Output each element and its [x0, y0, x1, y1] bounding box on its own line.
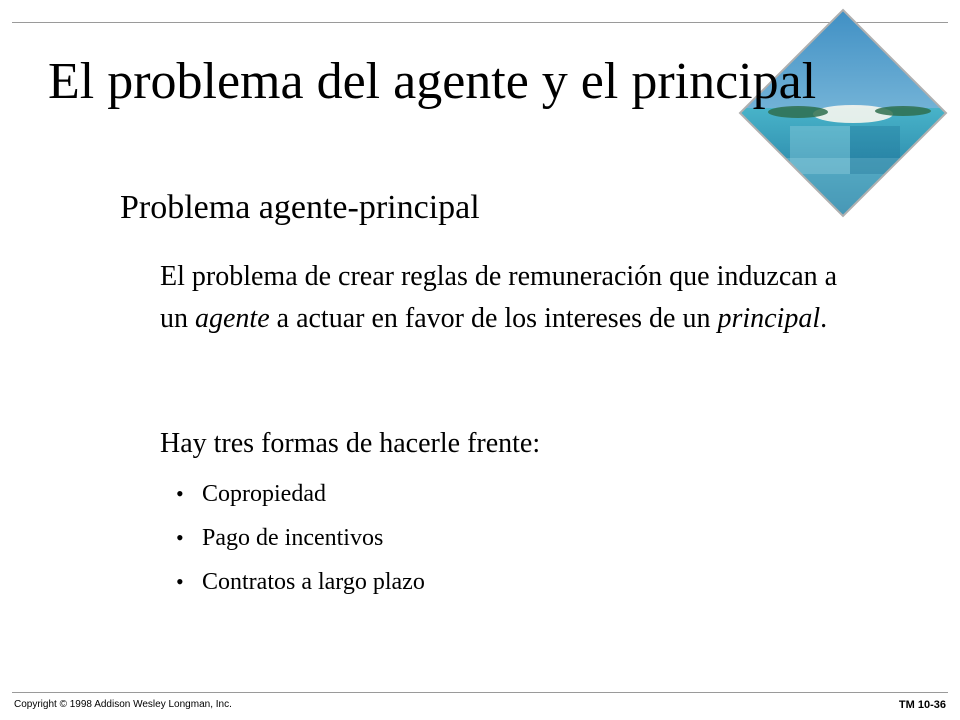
list-item-label: Contratos a largo plazo	[202, 569, 425, 595]
list-item	[176, 560, 425, 604]
definition-term-principal: principal	[717, 303, 821, 334]
definition-paragraph	[160, 256, 850, 340]
slide-subtitle: Problema agente-principal	[120, 189, 480, 226]
bullet-icon: •	[176, 525, 184, 550]
list-item	[176, 516, 425, 560]
ways-list	[176, 472, 425, 604]
list-item-label: Copropiedad	[202, 481, 326, 507]
ways-heading: Hay tres formas de hacerle frente:	[160, 428, 541, 459]
bottom-rule	[12, 692, 948, 693]
copyright-notice: Copyright © 1998 Addison Wesley Longman, Inc.	[14, 699, 232, 710]
list-item	[176, 472, 425, 516]
slide-title: El problema del agente y el principal	[48, 53, 817, 110]
definition-text-part3: .	[820, 303, 828, 334]
slide-number: TM 10-36	[898, 699, 946, 711]
definition-text-part2: a actuar en favor de los intereses de un	[269, 303, 718, 334]
bullet-icon: •	[176, 481, 184, 506]
definition-text-part1: El problema de crear reglas de remuneración que induzcan a un	[160, 261, 838, 334]
definition-term-agente: agente	[195, 303, 270, 334]
bullet-icon: •	[176, 569, 184, 594]
list-item-label: Pago de incentivos	[202, 525, 384, 551]
